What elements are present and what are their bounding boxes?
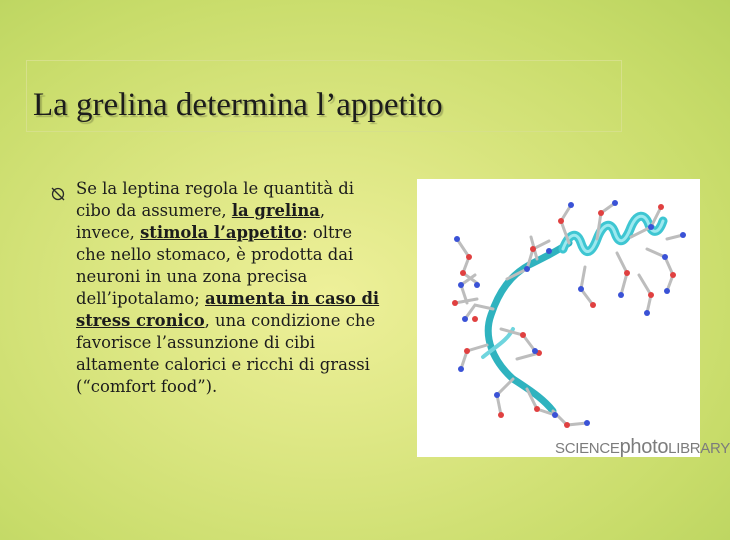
- bullet-text: [76, 178, 386, 398]
- text-part-3: , invece,: [76, 201, 326, 242]
- emphasis-grelina: la grelina: [231, 201, 320, 220]
- text-part-1: Se la leptina regola le quantità di cibo da assumere,: [76, 179, 354, 220]
- molecule-image: [417, 179, 730, 458]
- watermark-library: LIBRARY: [668, 440, 730, 457]
- watermark-photo: photo: [619, 436, 669, 458]
- emphasis-stress: aumenta in caso di stress cronico: [76, 289, 380, 330]
- text-part-5: : oltre che nello stomaco, è prodotta dai neuroni in una zona precisa dell’ipotalamo;: [76, 223, 354, 308]
- ghrelin-structure-illustration: [417, 179, 700, 457]
- emphasis-stimola: stimola l’appetito: [140, 223, 303, 242]
- watermark-science: SCIENCE: [555, 440, 620, 457]
- text-part-7: , una condizione che favorisce l’assunzione di cibi altamente calorici e ricchi di grassi (“comfort food”).: [76, 311, 376, 396]
- title-box: [26, 60, 622, 132]
- science-photo-library-watermark: [555, 436, 730, 459]
- bullet-icon: [50, 186, 66, 202]
- slide-title: La grelina determina l’appetito: [33, 87, 443, 123]
